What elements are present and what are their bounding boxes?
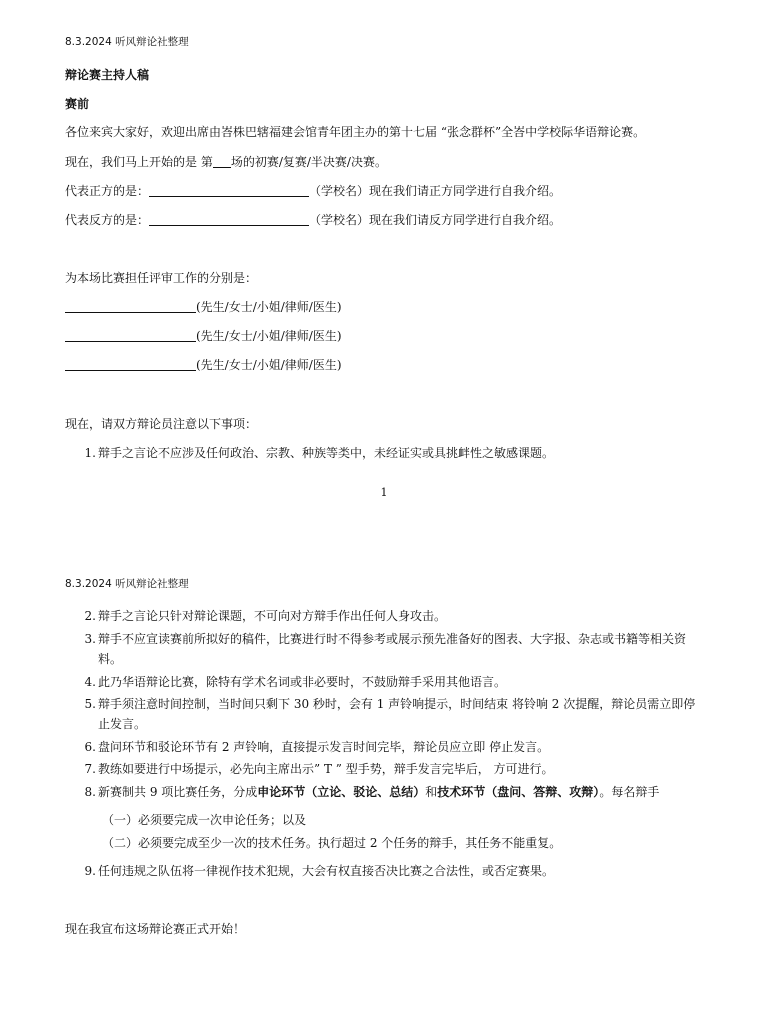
rule-number: 1. (84, 446, 96, 460)
rule-text: 盘问环节和驳论环节有 2 声铃响，直接提示发言时间完毕，辩论员应立即 停止发言。 (98, 740, 550, 754)
page-header: 8.3.2024 听风辩论社整理 (65, 578, 189, 590)
match-round-line (65, 154, 387, 170)
rule8-part-c: 和 (425, 785, 438, 799)
rule-text (98, 782, 702, 802)
judge-name-blank (65, 300, 196, 313)
rule-item-7 (82, 759, 702, 779)
rule-item-8 (82, 782, 702, 802)
rule-text: 任何违规之队伍将一律视作技术犯规，大会有权直接否决比赛之合法性，或否定赛果。 (98, 864, 555, 878)
rule-text: 教练如要进行中场提示，必先向主席出示” T ” 型手势，辩手发言完毕后， 方可进行。 (98, 762, 554, 776)
page-header: 8.3.2024 听风辩论社整理 (65, 36, 189, 48)
rule-item-6 (82, 737, 702, 757)
rule-item-5 (82, 694, 702, 734)
judges-intro: 为本场比赛担任评审工作的分别是： (65, 271, 258, 285)
judge-name-blank (65, 358, 196, 371)
rule-item-4 (82, 672, 702, 692)
rule-number: 7. (84, 762, 96, 776)
intro-paragraph: 各位来宾大家好，欢迎出席由峇株巴辖福建会馆青年团主办的第十七届 “张念群杯”全峇中学校际华语辩论赛。 (65, 125, 646, 139)
rule-item-2 (82, 606, 702, 626)
rule-text: 辩手之言论只针对辩论课题，不可向对方辩手作出任何人身攻击。 (98, 609, 447, 623)
sub-item-1: （一）必须要完成一次申论任务；以及 (102, 813, 307, 827)
sub-item-2: （二）必须要完成至少一次的技术任务。执行超过 2 个任务的辩手，其任务不能重复。 (102, 836, 562, 850)
rule-text: 辩手须注意时间控制，当时间只剩下 30 秒时，会有 1 声铃响提示，时间结束 将铃响 2 次提醒，辩论员需立即停止发言。 (98, 697, 696, 731)
rule-number: 2. (84, 609, 96, 623)
rule-number: 9. (84, 864, 96, 878)
pro-side-suffix: （学校名）现在我们请正方同学进行自我介绍。 (309, 184, 562, 198)
con-side-prefix: 代表反方的是： (65, 213, 150, 227)
pro-side-line (65, 183, 561, 199)
judge-line-1 (65, 299, 342, 315)
match-round-suffix: 场的初赛/复赛/半决赛/决赛。 (230, 155, 387, 169)
rule-number: 8. (84, 785, 96, 799)
notice-line: 现在，请双方辩论员注意以下事项： (65, 417, 258, 431)
con-side-suffix: （学校名）现在我们请反方同学进行自我介绍。 (309, 213, 562, 227)
rule8-part-e: 。每名辩手 (599, 785, 660, 799)
rule8-part-a: 新赛制共 9 项比赛任务，分成 (98, 785, 258, 799)
rule-text: 辩手之言论不应涉及任何政治、宗教、种族等类中，未经证实或具挑衅性之敏感课题。 (98, 446, 555, 460)
match-number-blank (213, 155, 231, 168)
con-side-line (65, 212, 561, 228)
rule-item-3 (82, 629, 702, 669)
rule-number: 6. (84, 740, 96, 754)
rule-text: 辩手不应宣读赛前所拟好的稿件，比赛进行时不得参考或展示预先准备好的图表、大字报、杂志或书籍等相关资料。 (98, 632, 687, 666)
rule-number: 5. (84, 697, 96, 711)
pro-side-prefix: 代表正方的是： (65, 184, 150, 198)
judge-title-options: (先生/女士/小姐/律师/医生) (196, 358, 342, 372)
rule-item-9 (82, 861, 702, 881)
rule8-technical-segment: 技术环节（盘问、答辩、攻辩） (437, 785, 600, 799)
page-number: 1 (380, 486, 388, 499)
rule-number: 4. (84, 675, 96, 689)
pro-school-blank (149, 184, 309, 197)
judge-title-options: (先生/女士/小姐/律师/医生) (196, 329, 342, 343)
match-round-prefix: 现在，我们马上开始的是 第 (65, 155, 213, 169)
document-title: 辩论赛主持人稿 (65, 68, 150, 82)
con-school-blank (149, 213, 309, 226)
judge-name-blank (65, 329, 196, 342)
closing-announcement: 现在我宣布这场辩论赛正式开始！ (65, 922, 246, 936)
document-page-2 (0, 545, 768, 1024)
section-heading: 赛前 (65, 97, 90, 111)
rule-number: 3. (84, 632, 96, 646)
rule-item-1 (82, 443, 702, 463)
judge-title-options: (先生/女士/小姐/律师/医生) (196, 300, 342, 314)
rule-text: 此乃华语辩论比赛，除特有学术名词或非必要时，不鼓励辩手采用其他语言。 (98, 675, 507, 689)
judge-line-2 (65, 328, 342, 344)
judge-line-3 (65, 357, 342, 373)
rule8-argument-segment: 申论环节（立论、驳论、总结） (257, 785, 426, 799)
